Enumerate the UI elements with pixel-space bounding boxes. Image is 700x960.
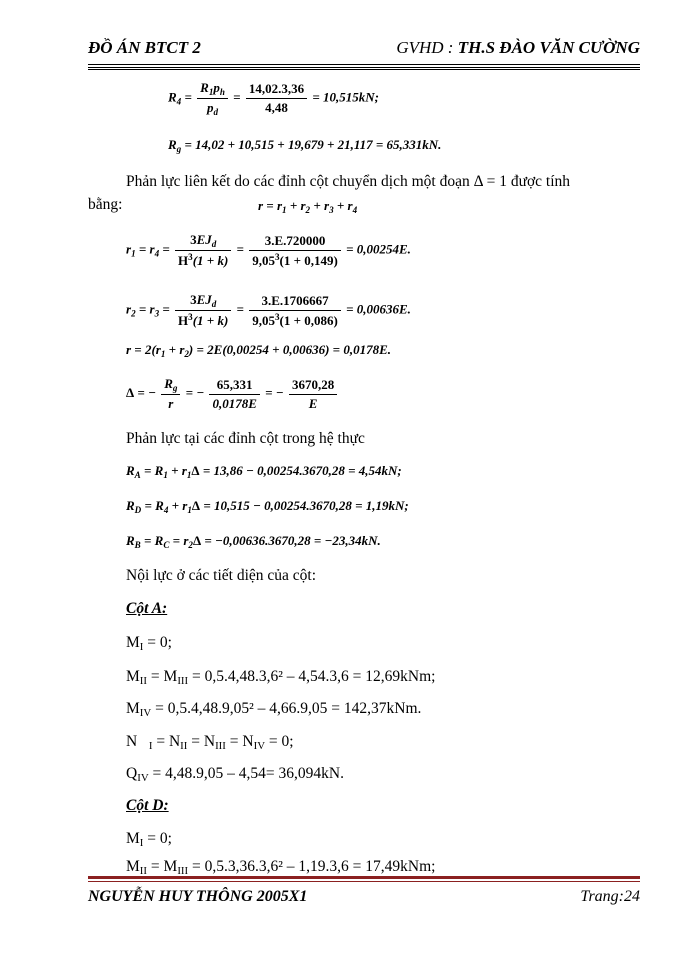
column-a-m2: $M_{II} = M_{III} = 0,5.4,48.3,6^2 - 4,54.3,6 = 12,69kNm$;: [126, 668, 436, 687]
column-d-m1: $M_I = 0$;: [126, 830, 172, 849]
header-project-title: ĐỒ ÁN BTCT 2: [88, 38, 201, 57]
equation-r1: $r_1 = r_4$ = $\frac{3EJ_d}{H^3(1 + k)}$ = $\frac{3.E.720000}{9,05^3(1 + 0,149)}$ = 0,00254E.: [126, 232, 411, 268]
paragraph-internal-forces: Nội lực ở các tiết diện của cột:: [126, 567, 317, 584]
equation-rg: $R_g = 14,02 + 10,515 + 19,679 + 21,117 = 65,331kN$.: [168, 137, 442, 154]
column-a-m4: $M_{IV} = 0,5.4,48.9,05^2 - 4,66.9,05 = 142,37kNm$.: [126, 700, 422, 719]
equation-r-total: $r = 2(r_1 + r_2) = 2E(0,00254 + 0,00636) = 0,0178E$.: [126, 342, 391, 359]
equation-r2: $r_2 = r_3$ = $\frac{3EJ_d}{H^3(1 + k)}$ = $\frac{3.E.1706667}{9,05^3(1 + 0,086)}$ = 0,00636E.: [126, 292, 411, 328]
column-a-m1: $M_I = 0$;: [126, 634, 172, 653]
column-a-n: N $_I = N_{II} = N_{III} = N_{IV} = 0$;: [126, 733, 294, 752]
equation-rd: $R_D = R_4 + r_1\Delta = 10,515 - 0,00254.3670,28 = 1,19kN$;: [126, 498, 409, 515]
footer-rule: [88, 876, 640, 882]
equation-delta: Δ = − $\frac{R_g}{r}$ = − $\frac{65,331}{0,0178E}$ = − $\frac{3670,28}{E}$: [126, 376, 339, 412]
footer-page-number: Trang:24: [580, 888, 640, 905]
footer-author: NGUYỄN HUY THÔNG 2005X1: [88, 888, 308, 905]
equation-ra: $R_A = R_1 + r_1\Delta = 13,86 - 0,00254.3670,28 = 4,54kN$;: [126, 463, 402, 480]
equation-r4: $R_4$ = $\frac{R_1p_h}{p_d}$ = $\frac{14,02.3,36}{4,48}$ = 10,515kN;: [168, 80, 379, 117]
page-footer: [88, 888, 640, 910]
paragraph-actual-reactions: Phản lực tại các đỉnh cột trong hệ thực: [126, 430, 365, 447]
equation-rb: $R_B = R_C = r_2\Delta = -0,00636.3670,28 = -23,34kN$.: [126, 533, 381, 550]
equation-r-sum: $r = r_1 + r_2 + r_3 + r_4$: [258, 198, 358, 215]
paragraph-reaction-intro: Phản lực liên kết do các đỉnh cột chuyển dịch một đoạn Δ = 1 được tính: [126, 173, 571, 190]
header-advisor-name: TH.S ĐÀO VĂN CƯỜNG: [457, 38, 640, 57]
header-advisor: GVHD : TH.S ĐÀO VĂN CƯỜNG: [396, 38, 640, 57]
column-a-q: $Q_{IV} = 4,48.9,05 - 4,54= 36,094kN$.: [126, 765, 344, 784]
header-rule: [88, 64, 640, 70]
column-d-m2: $M_{II} = M_{III} = 0,5.3,36.3,6^2 - 1,19.3,6 = 17,49kNm$;: [126, 858, 436, 877]
page-header: [88, 38, 640, 62]
paragraph-reaction-intro-cont: bằng:: [88, 196, 123, 213]
column-d-heading: Cột D:: [126, 797, 169, 814]
column-a-heading: Cột A:: [126, 600, 168, 617]
